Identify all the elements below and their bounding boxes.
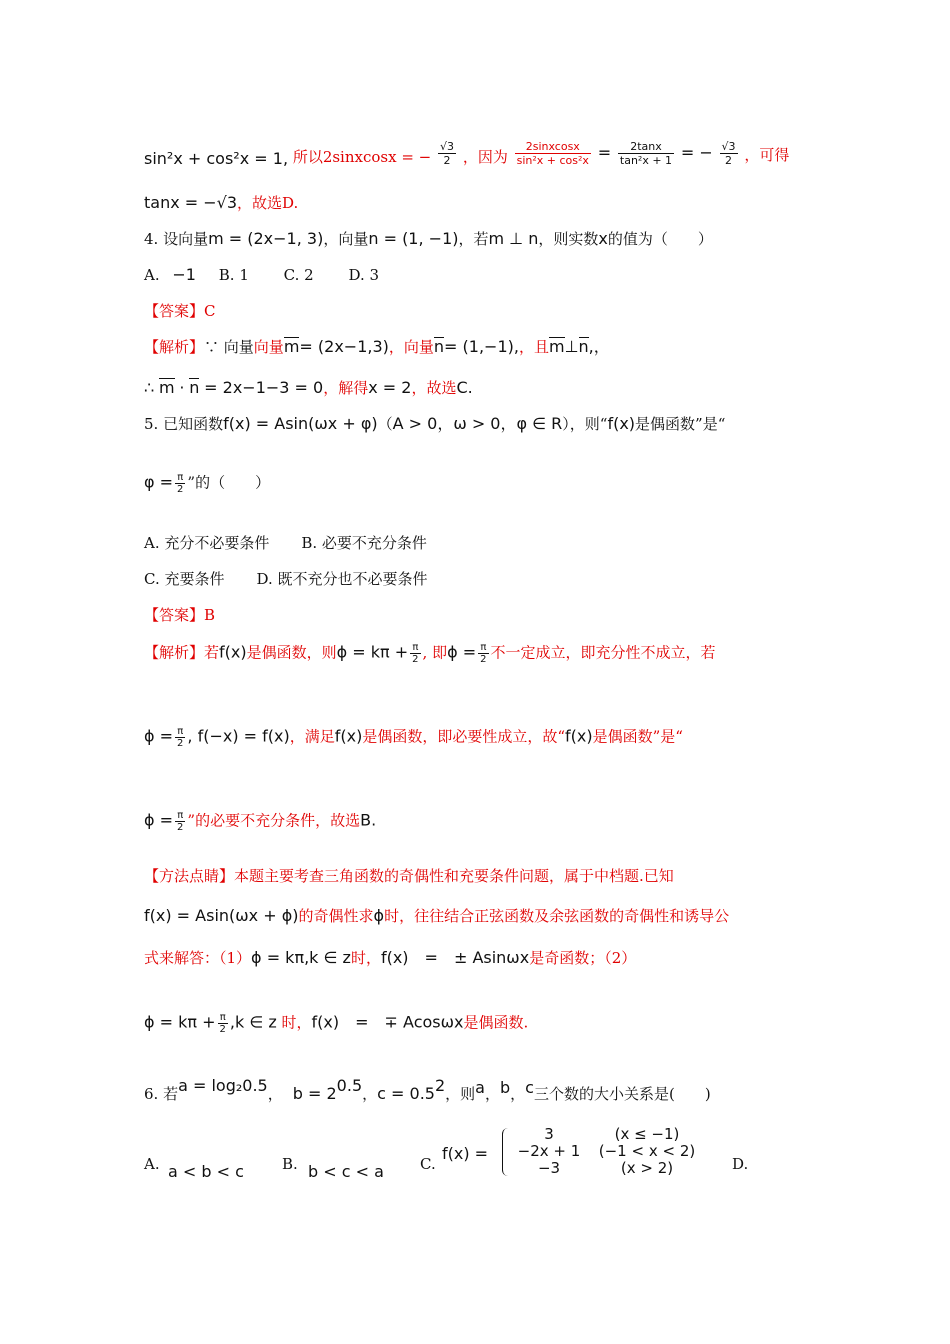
phi-eq: ϕ =: [144, 810, 174, 830]
var-b: b: [500, 1078, 511, 1097]
dot: ·: [179, 378, 185, 397]
equals-minus: = −: [680, 142, 713, 162]
var-a: a: [475, 1078, 485, 1097]
q5-of: ”的（ ）: [187, 473, 271, 492]
m-value: = (2x−1,3): [299, 337, 389, 356]
q6-text: 三个数的大小关系是( ): [533, 1085, 711, 1103]
question-5: [144, 414, 725, 434]
pi-over-2: $\frac{\pi}{2}$: [219, 1012, 226, 1035]
q5-options-cd: [144, 569, 428, 589]
x-eq-2: x = 2: [368, 378, 412, 397]
phi-eq: ϕ =: [447, 642, 477, 662]
option-c: C. 充要条件: [144, 570, 225, 588]
question-4: [144, 229, 713, 249]
because: ∵ 向量: [204, 338, 254, 356]
method-line-1: [144, 866, 674, 886]
t-when: 时，: [350, 949, 381, 967]
q6-prefix: 6. 若: [144, 1085, 179, 1103]
option-a: A. 充分不必要条件: [144, 534, 270, 552]
piece-value-3: −3: [537, 1159, 561, 1177]
piece-cond-1: (x ≤ −1): [614, 1125, 680, 1143]
option-b-label: B.: [282, 1155, 298, 1173]
option-c-label: C.: [420, 1155, 436, 1173]
option-b-value: b < c < a: [308, 1162, 384, 1181]
t-vector-n: ，向量: [388, 338, 434, 356]
solve: ，解得: [323, 379, 369, 397]
option-a-value: a < b < c: [168, 1162, 244, 1181]
t-conclusion: ”的必要不充分条件，故选: [187, 811, 361, 830]
text-kede: ，可得: [744, 145, 790, 164]
equals-sign: =: [597, 142, 612, 162]
piece-value-2: −2x + 1: [517, 1142, 581, 1160]
piece-cond-2: (−1 < x < 2): [598, 1142, 696, 1160]
conditions: A > 0，ω > 0，φ ∈ R: [392, 414, 563, 433]
vec-n-3: n: [189, 378, 200, 397]
option-a-value: −1: [172, 265, 196, 284]
option-a-label: A.: [144, 266, 160, 284]
phi: ϕ: [373, 906, 385, 925]
q4-explanation-2: [144, 378, 473, 398]
choice-c: C.: [456, 378, 473, 397]
solution-line-2: [144, 193, 298, 213]
t-vector: 向量: [253, 338, 284, 356]
fx: f(x): [219, 642, 247, 662]
method-tag: 【方法点睛】: [144, 867, 235, 885]
option-b: B. 1: [218, 266, 249, 284]
q5-paren: （: [377, 415, 393, 433]
q5-prefix: 5. 已知函数: [144, 415, 224, 433]
answer-value: B: [204, 606, 216, 624]
perpendicular: m ⊥ n: [488, 229, 539, 248]
fraction-sqrt3-over-2: $\frac{√3}{2}$: [440, 140, 455, 167]
therefore: ∴: [144, 378, 155, 397]
method-line-4: [144, 1012, 528, 1035]
phi-kpi: ϕ = kπ +: [336, 642, 409, 662]
var-x: x: [598, 229, 608, 248]
t-when: 时，: [276, 1013, 312, 1032]
piecewise-rows: [506, 1126, 702, 1177]
t-even: 是偶函数.: [463, 1013, 529, 1032]
fraction-sqrt3-over-2-b: $\frac{√3}{2}$: [721, 140, 736, 167]
f-acos: f(x) = ∓ Acosωx: [311, 1012, 464, 1032]
q4-text-e: 的值为（ ）: [607, 230, 713, 248]
comma: ，: [510, 1085, 526, 1103]
q4-options: [144, 265, 379, 285]
t-satisfy: ，满足: [289, 727, 335, 746]
c-pow: c = 0.5: [377, 1084, 435, 1103]
comma: ，: [267, 1085, 283, 1103]
text-yinwei: ，因为: [462, 147, 508, 166]
vector-m: m = (2x−1, 3): [208, 229, 324, 248]
q4-explanation-1: [144, 337, 610, 357]
perp-sign: ⊥: [564, 337, 579, 356]
t-even-is: 是偶函数”是“: [592, 727, 683, 746]
pi-over-2-b: $\frac{\pi}{2}$: [480, 642, 487, 665]
fx: f(x): [334, 726, 363, 746]
option-c: C. 2: [283, 266, 314, 284]
pi-over-2: $\frac{\pi}{2}$: [177, 726, 184, 749]
q5-options-ab: [144, 533, 427, 553]
comma: ，: [484, 1085, 500, 1103]
then: ，则: [445, 1085, 476, 1103]
q5-explanation-1: [144, 642, 716, 665]
q5-even: 是偶函数”是“: [635, 415, 726, 433]
function-f-phi: f(x) = Asin(ωx + ϕ): [144, 906, 299, 925]
q4-answer: [144, 301, 216, 321]
vec-m-3: m: [158, 378, 175, 397]
comma: ，: [362, 1085, 378, 1103]
b-exponent: 0.5: [336, 1076, 363, 1095]
answer-tag: 【答案】: [144, 606, 205, 624]
option-b: B. 必要不充分条件: [301, 534, 427, 552]
method-line-3: [144, 948, 636, 968]
t-not-nec: 不一定成立，即充分性不成立，若: [490, 643, 716, 662]
piecewise-f: f(x) =: [442, 1144, 489, 1163]
t-if: 若: [204, 643, 220, 662]
choose-d: ，故选D.: [237, 194, 299, 212]
option-a-label: A.: [144, 1155, 160, 1173]
a-log: a = log₂0.5: [178, 1076, 268, 1095]
pi-over-2: $\frac{\pi}{2}$: [412, 642, 419, 665]
phi-eq: ϕ =: [144, 726, 174, 746]
t-answer: 式来解答：（1）: [144, 949, 252, 967]
pi-over-2: $\frac{\pi}{2}$: [177, 810, 184, 833]
fx: f(x): [607, 414, 636, 433]
q5-explanation-3: [144, 810, 376, 833]
answer-value: C: [204, 302, 216, 320]
q5-explanation-2: [144, 726, 683, 749]
vec-m-2: m: [548, 337, 565, 356]
q5-then: ），则“: [562, 415, 608, 433]
pi-over-2: $\frac{\pi}{2}$: [177, 472, 184, 495]
fx-2: f(x): [565, 726, 593, 746]
b-pow: b = 2: [292, 1084, 337, 1103]
piece-value-1: 3: [544, 1125, 554, 1143]
t-is-even: 是偶函数，则: [246, 643, 337, 662]
vector-n: n = (1, −1): [368, 229, 459, 248]
q4-text-c: ，若: [458, 230, 489, 248]
phi-eq: φ =: [144, 472, 174, 492]
vec-m: m: [283, 337, 300, 356]
var-c: c: [525, 1078, 534, 1097]
identity-formula: sin²x + cos²x = 1,: [144, 148, 289, 168]
option-d-label: D.: [732, 1155, 749, 1173]
t-ie: , 即: [422, 643, 448, 662]
option-d: D. 既不充分也不必要条件: [256, 570, 428, 588]
dot-eq: = 2x−1−3 = 0: [204, 378, 324, 397]
tan-result: tanx = −√3: [144, 193, 238, 212]
q4-text-d: ，则实数: [538, 230, 599, 248]
explanation-tag: 【解析】: [144, 643, 205, 662]
vec-n-2: n: [578, 337, 589, 356]
t-parity: 的奇偶性求: [298, 907, 374, 925]
piece-cond-3: (x > 2): [620, 1159, 674, 1177]
fraction-sin-cos: $\frac{\text{2sinxcosx}}{\text{sin²x + cos²x}}$: [516, 140, 589, 167]
q5-answer: [144, 605, 215, 625]
t-combine: 时，往往结合正弦函数及余弦函数的奇偶性和诱导公: [384, 907, 730, 925]
q4-text-b: ，向量: [323, 230, 369, 248]
solution-line-1: [144, 134, 790, 168]
option-d: D. 3: [348, 266, 380, 284]
q6-options: [144, 1154, 844, 1184]
phi-kpi: ϕ = kπ,k ∈ z: [251, 948, 351, 967]
n-value: = (1,−1),: [444, 337, 519, 356]
question-6: [144, 1076, 711, 1104]
vec-n: n: [433, 337, 445, 356]
text-suoyi: 所以2sinxcosx = −: [292, 147, 432, 166]
choice-b: B.: [360, 810, 377, 830]
answer-tag: 【答案】: [144, 302, 205, 320]
explanation-tag: 【解析】: [144, 338, 205, 356]
phi-kpi: ϕ = kπ +: [144, 1012, 216, 1032]
t-odd: 是奇函数；（2）: [529, 949, 637, 967]
k-in-z: ,k ∈ z: [229, 1012, 277, 1032]
method-line-2: [144, 906, 729, 926]
f-minus-x: , f(−x) = f(x): [187, 726, 290, 746]
choose: ，故选: [411, 379, 457, 397]
t-and: ，且: [518, 338, 549, 356]
fraction-tan: $\frac{2\tan x}{\text{tan²x + 1}}$: [619, 140, 673, 167]
question-5-cont: [144, 472, 270, 495]
function-f: f(x) = Asin(ωx + φ): [223, 414, 378, 433]
q4-prefix: 4. 设向量: [144, 230, 209, 248]
t-necessary: 是偶函数，即必要性成立，故“: [362, 727, 566, 746]
method-text: 本题主要考查三角函数的奇偶性和充要条件问题，属于中档题.已知: [234, 867, 674, 885]
c-exponent: 2: [434, 1076, 446, 1095]
f-asin: f(x) = ± Asinωx: [380, 948, 530, 967]
comma: ,，: [588, 337, 610, 356]
